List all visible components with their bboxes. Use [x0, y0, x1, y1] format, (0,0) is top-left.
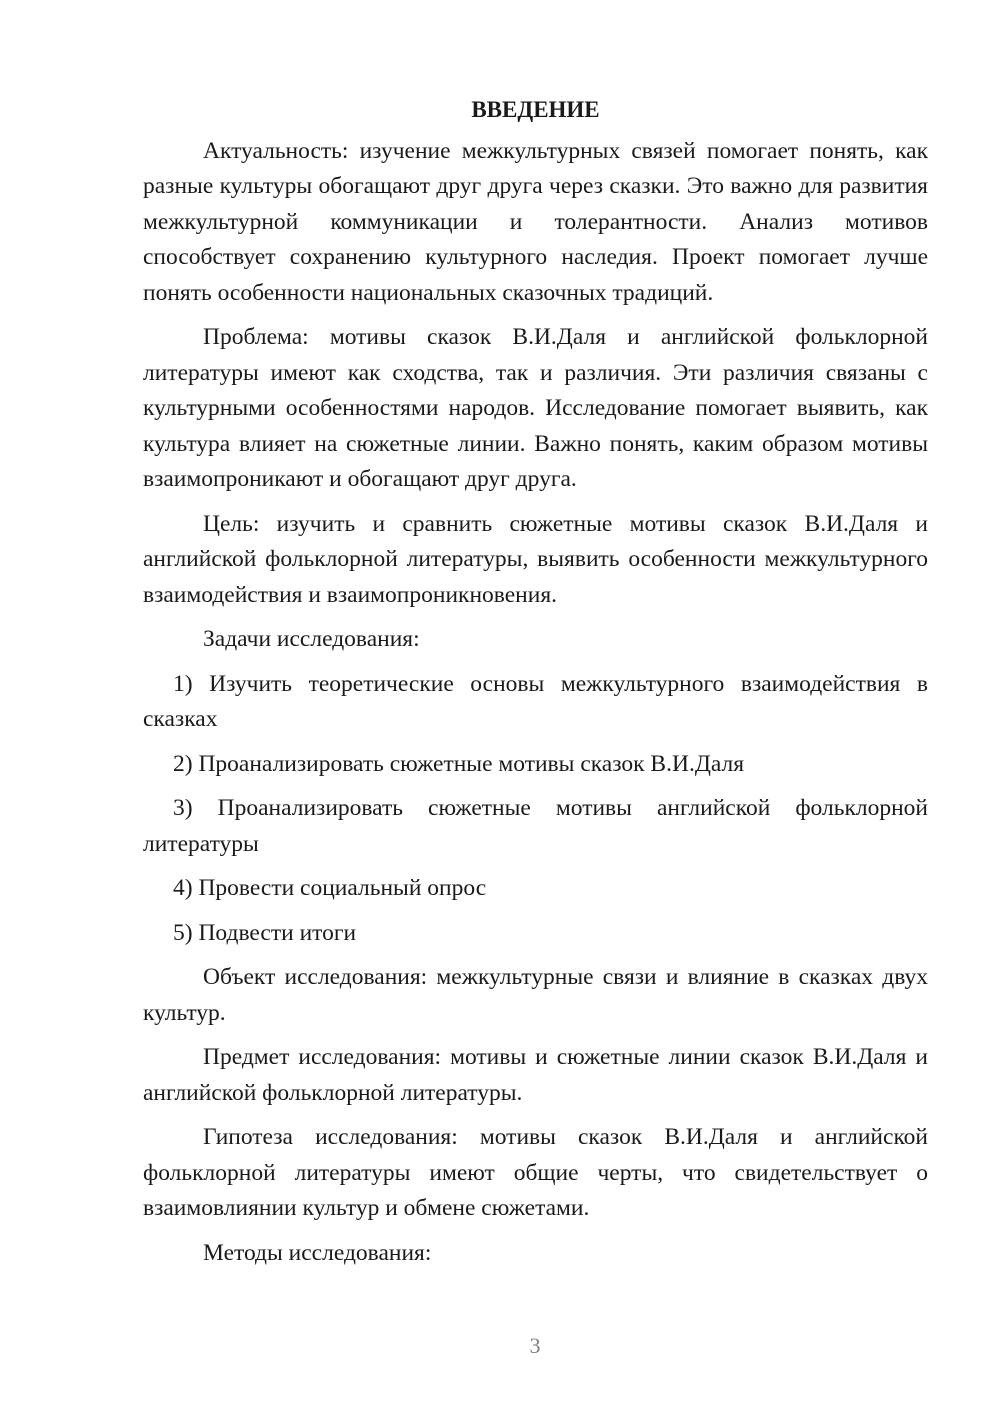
paragraph-tasks-heading: Задачи исследования: [203, 626, 420, 652]
paragraph-methods-heading: Методы исследования: [203, 1239, 432, 1266]
paragraph-relevance: Актуальность: изучение межкультурных связей помогает понять, как разные культуры обогащают друг друга через сказки. Это важно для развития межкультурной коммуникации и толерантности. Анализ мотивов способствует сохранению культурного наследия. Проект помогает лучше понять особенности национальных сказочных традиций. [143, 137, 928, 306]
document-page [143, 92, 928, 1280]
paragraph-problem: Проблема: мотивы сказок В.И.Даля и английской фольклорной литературы имеют как сходства, так и различия. Эти различия связаны с культурными особенностями народов. Исследование помогает выявить, как культура влияет на сюжетные линии. Важно понять, каким образом мотивы взаимопроникают и обогащают друг друга. [143, 324, 928, 492]
task-item-3: 3) Проанализировать сюжетные мотивы английской фольклорной литературы [143, 795, 928, 857]
page-number: 3 [529, 1333, 541, 1358]
task-item-5: 5) Подвести итоги [173, 919, 357, 946]
task-item-4: 4) Провести социальный опрос [173, 875, 487, 901]
paragraph-subject: Предмет исследования: мотивы и сюжетные линии сказок В.И.Даля и английской фольклорной литературы. [143, 1044, 928, 1106]
paragraph-hypothesis: Гипотеза исследования: мотивы сказок В.И.Даля и английской фольклорной литературы имеют общие черты, что свидетельствует о взаимовлиянии культур и обмене сюжетами. [143, 1124, 928, 1221]
paragraph-goal: Цель: изучить и сравнить сюжетные мотивы сказок В.И.Даля и английской фольклорной литературы, выявить особенности межкультурного взаимодействия и взаимопроникновения. [143, 510, 928, 608]
section-title: ВВЕДЕНИЕ [471, 97, 600, 122]
task-item-1: 1) Изучить теоретические основы межкультурного взаимодействия в сказках [143, 670, 928, 732]
paragraph-object: Объект исследования: межкультурные связи и влияние в сказках двух культур. [143, 964, 928, 1026]
task-item-2: 2) Проанализировать сюжетные мотивы сказок В.И.Даля [173, 750, 745, 777]
